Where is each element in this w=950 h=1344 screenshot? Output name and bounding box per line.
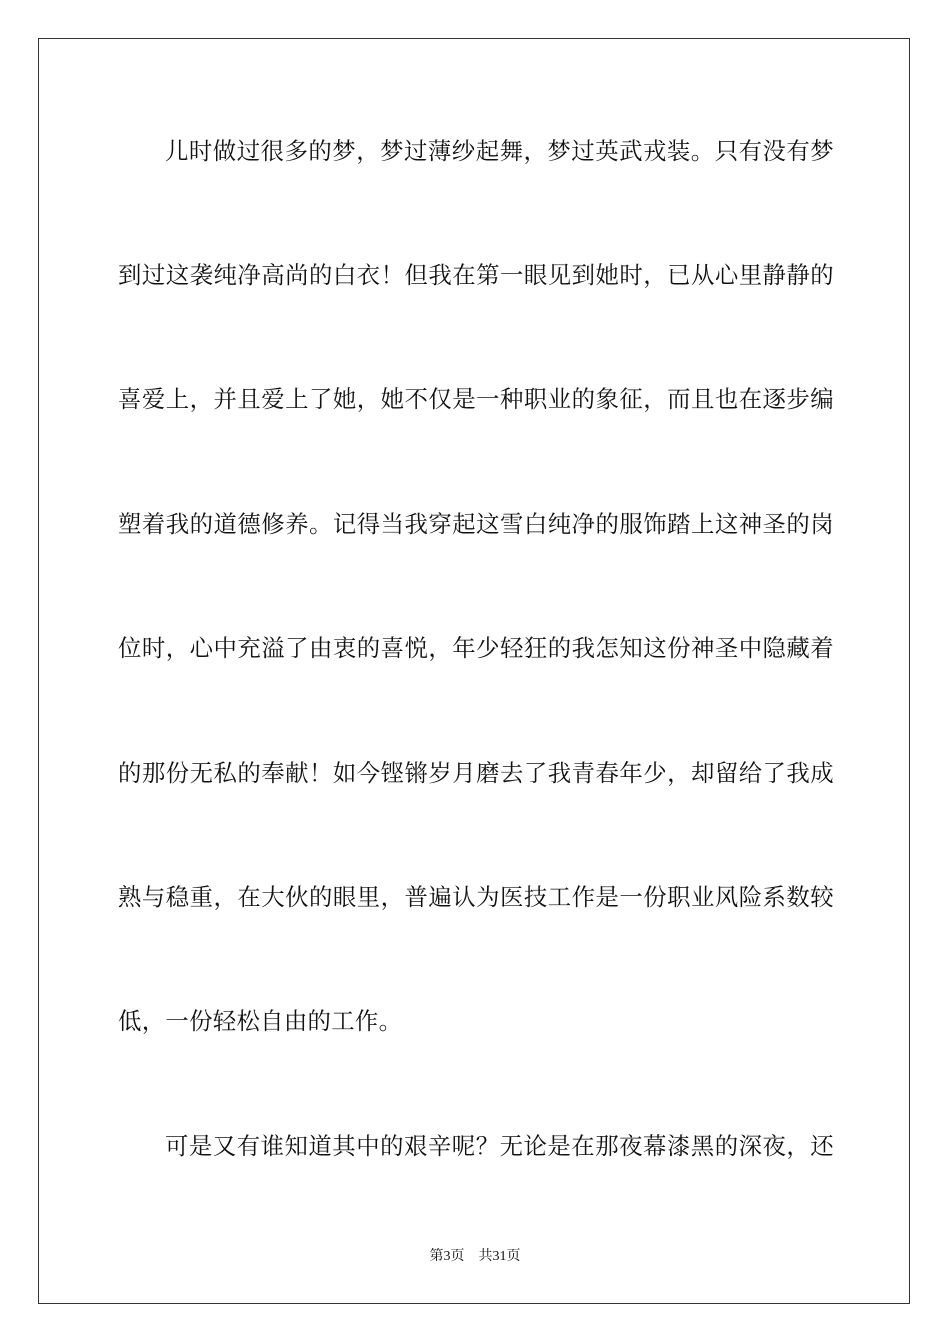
paragraph-line: 低，一份轻松自由的工作。 — [118, 1007, 403, 1035]
page-border — [38, 38, 910, 1304]
paragraph-line: 可是又有谁知道其中的艰辛呢？无论是在那夜幕漆黑的深夜，还 — [165, 1132, 834, 1160]
page-total: 共31页 — [478, 1249, 521, 1264]
page-footer — [0, 1248, 950, 1266]
page-number: 第3页 — [429, 1249, 465, 1264]
paragraph-line: 熟与稳重，在大伙的眼里，普遍认为医技工作是一份职业风险系数较 — [118, 883, 834, 911]
paragraph-line: 塑着我的道德修养。记得当我穿起这雪白纯净的服饰踏上这神圣的岗 — [118, 510, 834, 538]
paragraph-line: 儿时做过很多的梦，梦过薄纱起舞，梦过英武戎装。只有没有梦 — [165, 137, 834, 165]
paragraph-line: 位时，心中充溢了由衷的喜悦，年少轻狂的我怎知这份神圣中隐藏着 — [118, 634, 834, 662]
paragraph-line: 喜爱上，并且爱上了她，她不仅是一种职业的象征，而且也在逐步编 — [118, 385, 834, 413]
paragraph-line: 到过这袭纯净高尚的白衣！但我在第一眼见到她时，已从心里静静的 — [118, 261, 834, 289]
paragraph-line: 的那份无私的奉献！如今铿锵岁月磨去了我青春年少，却留给了我成 — [118, 759, 834, 787]
